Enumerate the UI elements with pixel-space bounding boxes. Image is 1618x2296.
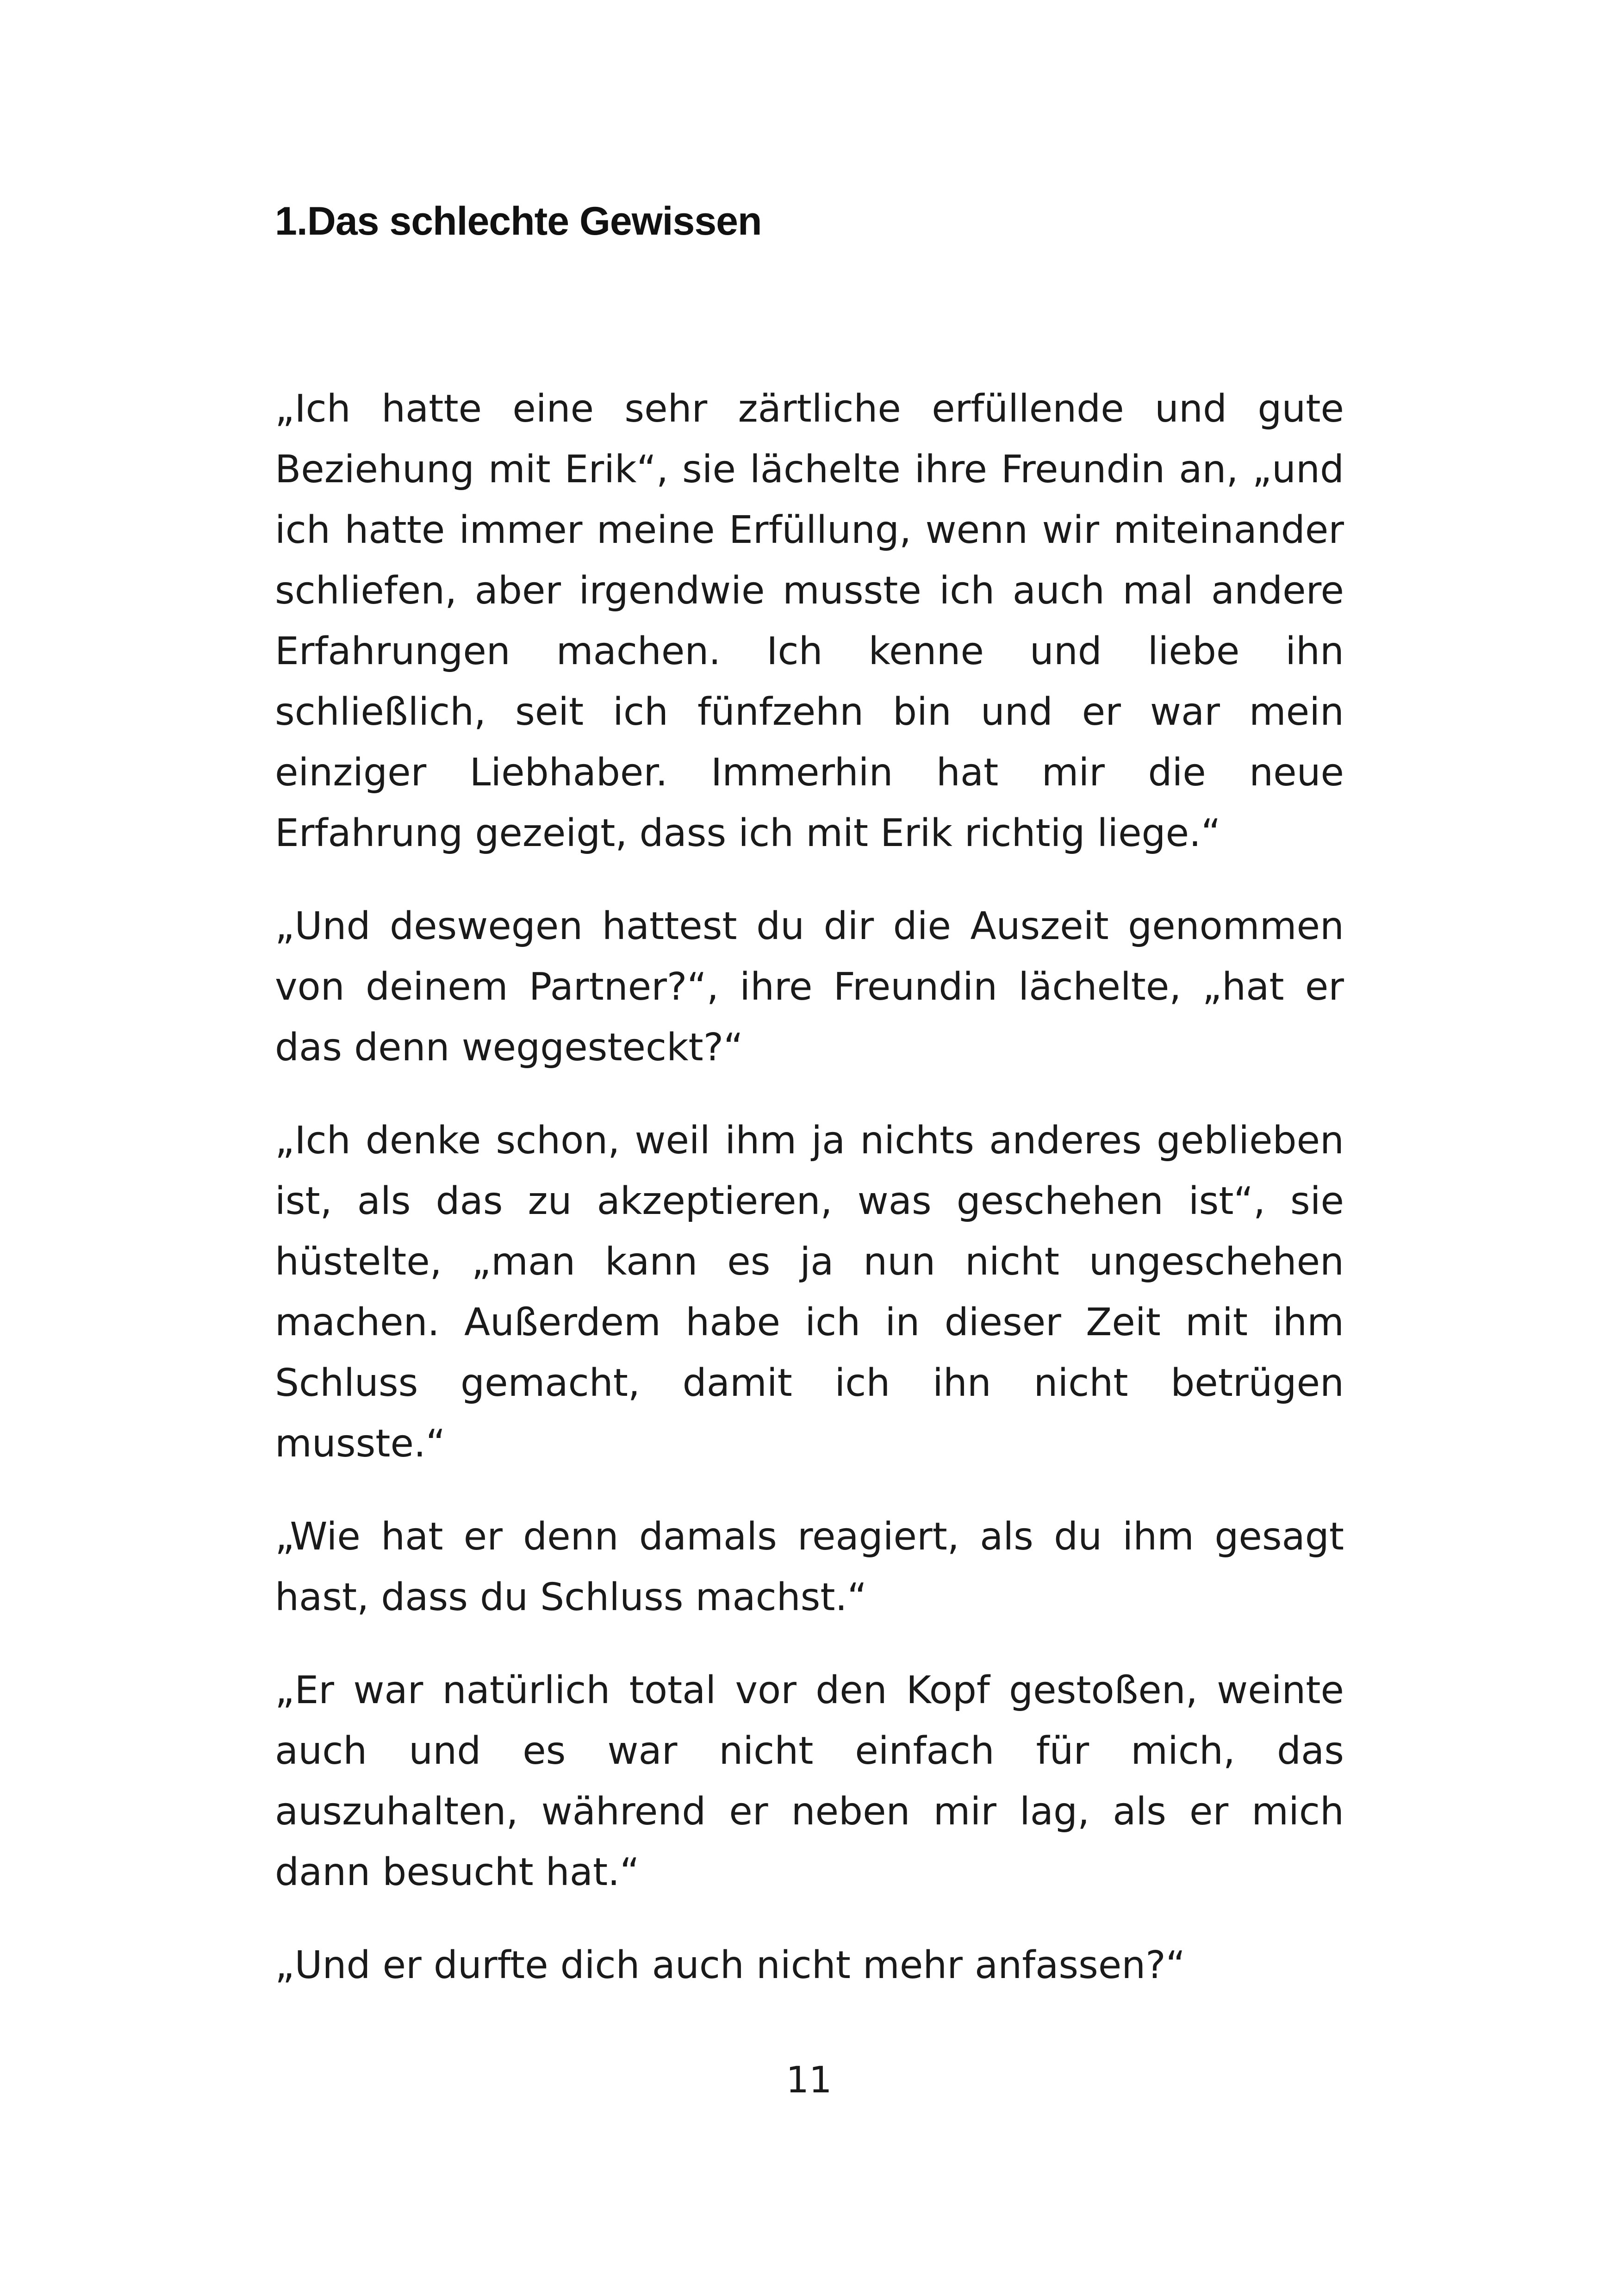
paragraph: „Ich hatte eine sehr zärtliche erfüllende und gute Beziehung mit Erik“, sie lächelte ihre Freundin an, „und ich hatte immer meine Erfüllung, wenn wir miteinander schliefen, aber irgendwie musste ich auch mal andere Erfahrungen machen. Ich kenne und liebe ihn schließlich, seit ich fünfzehn bin und er war mein einziger Liebhaber. Immerhin hat mir die neue Erfahrung gezeigt, dass ich mit Erik richtig liege.“	[275, 387, 1344, 855]
chapter-title: 1.Das schlechte Gewissen	[275, 199, 762, 243]
paragraph: „Wie hat er denn damals reagiert, als du ihm gesagt hast, dass du Schluss machst.“	[275, 1515, 1344, 1619]
page-number: 11	[786, 2060, 832, 2101]
paragraph: „Er war natürlich total vor den Kopf gestoßen, weinte auch und es war nicht einfach für mich, das auszuhalten, während er neben mir lag, als er mich dann besucht hat.“	[275, 1668, 1344, 1894]
paragraph: „Und deswegen hattest du dir die Auszeit genommen von deinem Partner?“, ihre Freundin lächelte, „hat er das denn weggesteckt?“	[275, 904, 1344, 1070]
paragraph: „Und er durfte dich auch nicht mehr anfassen?“	[275, 1943, 1186, 1987]
paragraph: „Ich denke schon, weil ihm ja nichts anderes geblieben ist, als das zu akzeptieren, was geschehen ist“, sie hüstelte, „man kann es ja nun nicht ungeschehen machen. Außerdem habe ich in dieser Zeit mit ihm Schluss gemacht, damit ich ihn nicht betrügen musste.“	[275, 1119, 1344, 1466]
body-text	[275, 379, 1344, 2028]
